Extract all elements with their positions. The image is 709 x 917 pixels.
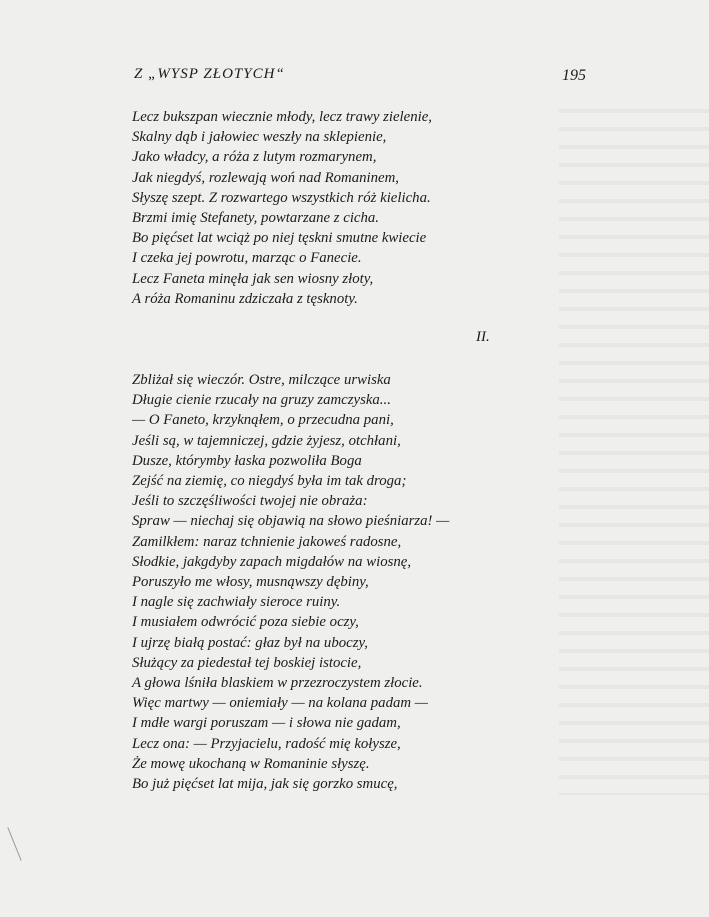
verse-line: Jako władcy, a róża z lutym rozmarynem, bbox=[132, 149, 377, 166]
verse-line: Brzmi imię Stefanety, powtarzane z cicha. bbox=[132, 210, 379, 227]
verse-line: Że mowę ukochaną w Romaninie słyszę. bbox=[132, 755, 370, 772]
running-title: Z „WYSP ZŁOTYCH“ bbox=[134, 66, 285, 82]
verse-line: Długie cienie rzucały na gruzy zamczyska... bbox=[132, 392, 391, 409]
verse-line: — O Faneto, krzyknąłem, o przecudna pani, bbox=[132, 412, 394, 429]
verse-line: Służący za piedestał tej boskiej istocie, bbox=[132, 654, 362, 671]
verse-line: Bo już pięćset lat mija, jak się gorzko smucę, bbox=[132, 776, 398, 793]
verse-line: Dusze, którymby łaska pozwoliła Boga bbox=[132, 452, 362, 469]
verse-line: Więc martwy — oniemiały — na kolana padam — bbox=[132, 695, 428, 712]
verse-line: A róża Romaninu zdziczała z tęsknoty. bbox=[132, 290, 358, 307]
verse-line: I mdłe wargi poruszam — i słowa nie gadam, bbox=[132, 715, 401, 732]
verse-line: Zamilkłem: naraz tchnienie jakoweś radosne, bbox=[132, 533, 402, 550]
verse-line: Lecz ona: — Przyjacielu, radość mię kołysze, bbox=[132, 735, 401, 752]
page-number: 195 bbox=[562, 67, 586, 84]
verse-line: Zbliżał się wieczór. Ostre, milczące urwiska bbox=[132, 372, 391, 388]
verse-line: Skalny dąb i jałowiec weszły na sklepienie, bbox=[132, 129, 387, 146]
verse-line: Słyszę szept. Z rozwartego wszystkich róż kielicha. bbox=[132, 189, 431, 206]
verse-line: I ujrzę białą postać: głaz był na uboczy, bbox=[132, 634, 368, 651]
show-through-text bbox=[559, 95, 709, 795]
verse-line: I nagle się zachwiały sieroce ruiny. bbox=[132, 594, 341, 611]
verse-line: Słodkie, jakgdyby zapach migdałów na wiosnę, bbox=[132, 553, 412, 570]
section-numeral: II. bbox=[476, 329, 490, 345]
verse-line: Zejść na ziemię, co niegdyś była im tak droga; bbox=[132, 473, 407, 490]
verse-line: I musiałem odwrócić poza siebie oczy, bbox=[132, 614, 359, 631]
stanza-one bbox=[132, 107, 432, 309]
margin-mark bbox=[7, 827, 21, 861]
stanza-two bbox=[132, 370, 449, 794]
verse-line: Poruszyło me włosy, musnąwszy dębiny, bbox=[132, 574, 369, 591]
page-header bbox=[134, 66, 586, 90]
verse-line: Jak niegdyś, rozlewają woń nad Romaninem, bbox=[132, 169, 399, 186]
verse-line: I czeka jej powrotu, marząc o Fanecie. bbox=[132, 250, 362, 267]
verse-line: Jeśli to szczęśliwości twojej nie obraża: bbox=[132, 493, 368, 510]
verse-line: Lecz Faneta minęła jak sen wiosny złoty, bbox=[132, 270, 374, 287]
verse-line: A głowa lśniła blaskiem w przezroczystem złocie. bbox=[132, 675, 423, 692]
verse-line: Jeśli są, w tajemniczej, gdzie żyjesz, otchłani, bbox=[132, 432, 401, 449]
verse-line: Lecz bukszpan wiecznie młody, lecz trawy zielenie, bbox=[132, 109, 432, 125]
verse-line: Spraw — niechaj się objawią na słowo pieśniarza! — bbox=[132, 513, 450, 530]
verse-line: Bo pięćset lat wciąż po niej tęskni smutne kwiecie bbox=[132, 230, 427, 247]
